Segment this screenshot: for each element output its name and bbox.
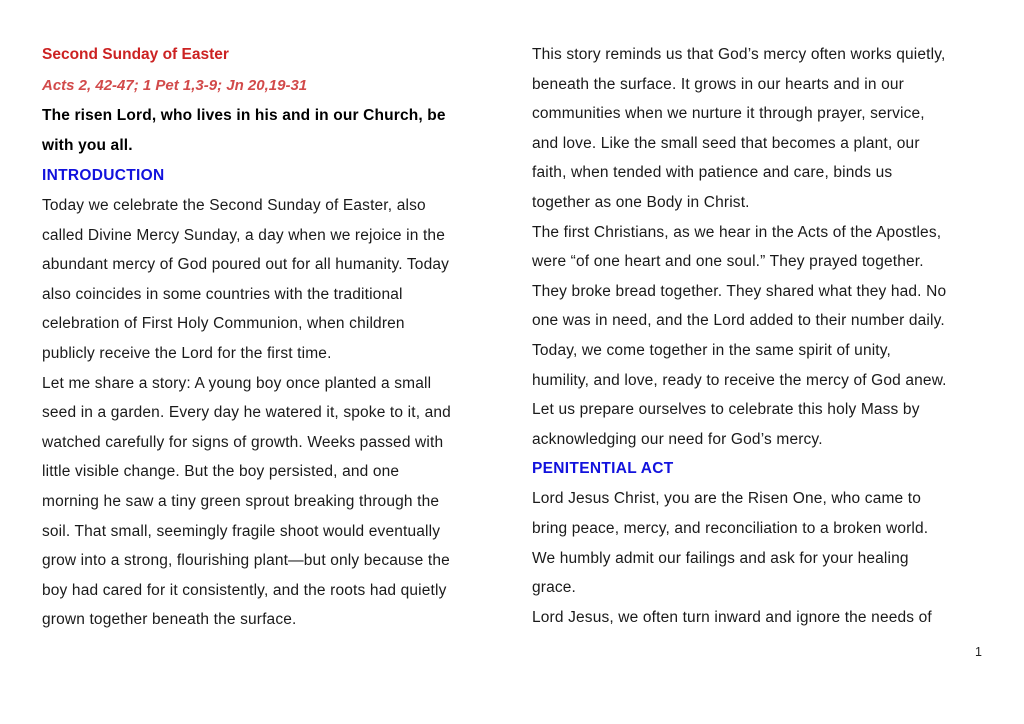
body-line: humility, and love, ready to receive the mercy of God anew. [532, 371, 947, 389]
body-line: faith, when tended with patience and care, binds us [532, 164, 893, 182]
body-line: also coincides in some countries with the traditional [42, 285, 403, 303]
body-line: grown together beneath the surface. [42, 611, 297, 629]
penitential-act-heading: PENITENTIAL ACT [532, 460, 674, 478]
greeting-line: with you all. [42, 137, 133, 154]
greeting-paragraph [42, 101, 494, 161]
body-line: one was in need, and the Lord added to their number daily. [532, 312, 945, 330]
body-line: Lord Jesus Christ, you are the Risen One, who came to [532, 490, 922, 508]
body-line: were “of one heart and one soul.” They prayed together. [532, 253, 924, 271]
body-line: boy had cared for it consistently, and the roots had quietly [42, 581, 447, 599]
body-line: grow into a strong, flourishing plant—but only because the [42, 552, 450, 570]
story-paragraph [42, 369, 494, 635]
left-column [42, 40, 494, 635]
introduction-paragraph [42, 191, 494, 369]
body-line: soil. That small, seemingly fragile shoot would eventually [42, 522, 441, 540]
body-line: seed in a garden. Every day he watered it, spoke to it, and [42, 404, 451, 422]
body-line: Let me share a story: A young boy once planted a small [42, 374, 432, 392]
page-number: 1 [975, 645, 982, 659]
body-line: Today we celebrate the Second Sunday of Easter, also [42, 197, 426, 214]
scripture-reference: Acts 2, 42-47; 1 Pet 1,3-9; Jn 20,19-31 [42, 77, 308, 94]
body-line: watched carefully for signs of growth. Weeks passed with [42, 433, 444, 451]
body-line: The first Christians, as we hear in the Acts of the Apostles, [532, 223, 942, 241]
body-line: They broke bread together. They shared what they had. No [532, 282, 947, 300]
invocation-paragraph [532, 603, 984, 633]
right-column [532, 40, 984, 632]
body-line: Let us prepare ourselves to celebrate this holy Mass by [532, 401, 920, 419]
body-line: and love. Like the small seed that becomes a plant, our [532, 134, 920, 152]
body-line: publicly receive the Lord for the first time. [42, 344, 332, 362]
reflection-paragraph [532, 40, 984, 218]
body-line: This story reminds us that God’s mercy often works quietly, [532, 46, 946, 63]
body-line: We humbly admit our failings and ask for your healing [532, 549, 909, 567]
body-line: grace. [532, 579, 577, 597]
body-line: bring peace, mercy, and reconciliation to a broken world. [532, 519, 929, 537]
introduction-heading: INTRODUCTION [42, 167, 165, 184]
penitential-paragraph [532, 484, 984, 602]
body-line: Today, we come together in the same spirit of unity, [532, 341, 891, 359]
body-line: Lord Jesus, we often turn inward and ignore the needs of [532, 608, 932, 626]
body-line: abundant mercy of God poured out for all humanity. Today [42, 256, 450, 274]
body-line: beneath the surface. It grows in our hearts and in our [532, 75, 904, 93]
body-line: acknowledging our need for God’s mercy. [532, 430, 823, 448]
body-line: together as one Body in Christ. [532, 193, 750, 211]
greeting-line: The risen Lord, who lives in his and in our Church, be [42, 107, 446, 124]
body-line: celebration of First Holy Communion, when children [42, 315, 405, 333]
body-line: morning he saw a tiny green sprout breaking through the [42, 492, 440, 510]
body-line: called Divine Mercy Sunday, a day when we rejoice in the [42, 226, 445, 244]
page-title: Second Sunday of Easter [42, 46, 229, 63]
body-line: little visible change. But the boy persisted, and one [42, 463, 400, 481]
first-christians-paragraph [532, 218, 984, 455]
body-line: communities when we nurture it through prayer, service, [532, 105, 925, 123]
